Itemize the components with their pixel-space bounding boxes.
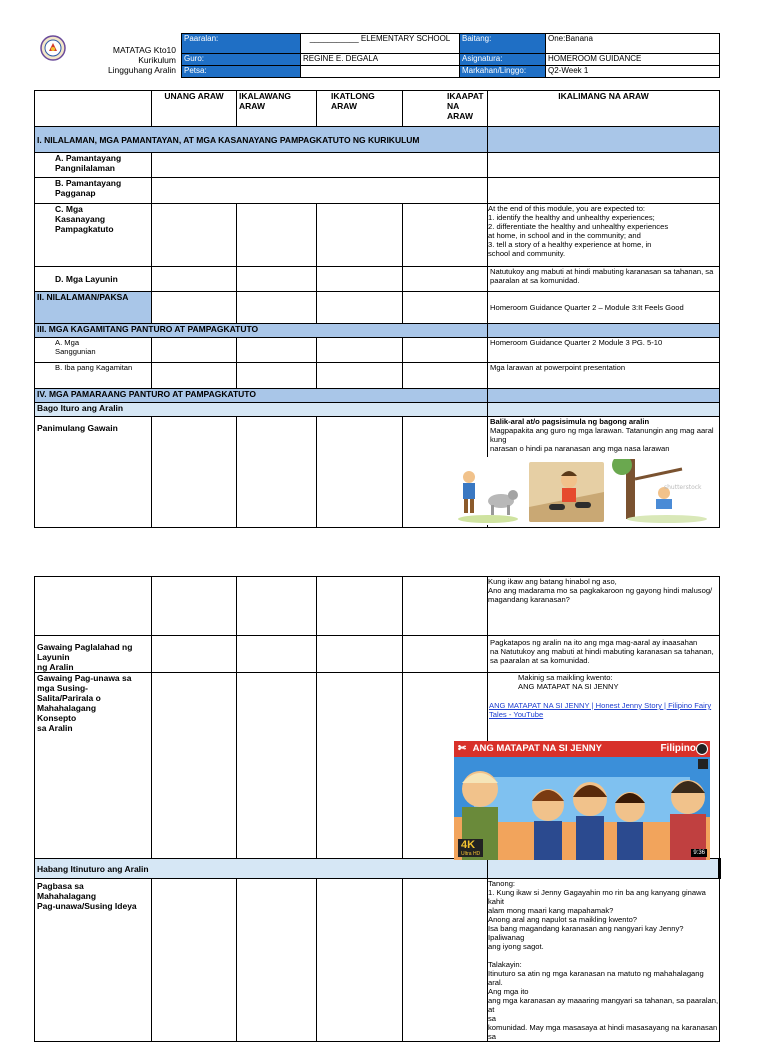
paaralan-label: Paaralan: (182, 34, 301, 54)
balik-aral-body: Magpapakita ang guro ng mga larawan. Tatanungin ang mag aaral kung narasan o hindi pa naranasan ang mga nasa larawan (490, 426, 714, 453)
col-header-3: IKATLONG ARAW (317, 91, 403, 127)
guro-label: Guro: (182, 54, 301, 66)
picture-dog-chase (455, 457, 522, 525)
title-line-3: Lingguhang Aralin (107, 65, 176, 75)
petsa-value (301, 66, 460, 78)
cartoon-kids-illustration (454, 757, 710, 860)
boy-with-shoes-icon (529, 462, 604, 522)
kung-ikaw-text: Kung ikaw ang batang hinabol ng aso, Ano ang madarama mo sa pagkakaroon ng gayong hindi malusog/ magandang karanasan? (488, 577, 720, 636)
col-header-1: UNANG ARAW (152, 91, 237, 127)
pagkatapos-text: Pagkatapos ng aralin na ito ang mga mag-aaral ay inaasahan na Natutukoy ang mabuti at hindi mabuting karanasan sa tahanan, sa paaralan at sa komunidad. (488, 636, 720, 673)
paksa-text: Homeroom Guidance Quarter 2 – Module 3:It Feels Good (488, 292, 720, 324)
row-pamantayang-pagganap: B. Pamantayang Pagganap (35, 178, 152, 204)
makinig-text: Makinig sa maikling kwento: ANG MATAPAT NA SI JENNY (518, 673, 619, 691)
row-iba-pang-kagamitan: B. Iba pang Kagamitan (35, 363, 152, 389)
youtube-link[interactable]: ANG MATAPAT NA SI JENNY | Honest Jenny Story | Filipino Fairy Tales - YouTube (489, 701, 712, 719)
balik-aral-title: Balik-aral at/o pagsisimula ng bagong aralin (490, 417, 650, 426)
markahan-label: Markahan/Linggo: (460, 66, 546, 78)
title-line-2: Kurikulum (138, 55, 176, 65)
boy-chased-by-dog-icon (455, 457, 522, 525)
layunin-text: Natutukoy ang mabuti at hindi mabuting karanasan sa tahanan, sa paaralan at sa komunidad. (488, 267, 720, 292)
habang-itinuturo-heading: Habang Itinuturo ang Aralin (35, 859, 488, 879)
deped-seal-icon (40, 35, 66, 61)
row-kasanayang-pampagkatuto: C. Mga Kasanayang Pampagkatuto (35, 204, 152, 267)
baitang-label: Baitang: (460, 34, 546, 54)
lesson-title (70, 45, 176, 75)
bago-ituro-heading: Bago Ituro ang Aralin (35, 403, 488, 417)
col-header-2: IKALAWANG ARAW (237, 91, 317, 127)
picture-boy-shoes (529, 462, 604, 522)
paaralan-value: ___________ ELEMENTARY SCHOOL (301, 34, 460, 54)
row-paglalahad: Gawaing Paglalahad ng Layunin ng Aralin (35, 636, 152, 673)
uhd-badge-big: 4K (461, 839, 476, 851)
sanggunian-text: Homeroom Guidance Quarter 2 Module 3 PG. 5-10 (488, 338, 720, 363)
col-header-5: IKALIMANG NA ARAW (488, 91, 720, 127)
row-pag-unawa: Gawaing Pag-unawa sa mga Susing- Salita/Parirala o Mahahalagang Konsepto sa Aralin (35, 673, 152, 859)
deped-logo (40, 35, 66, 61)
video-title: ANG MATAPAT NA SI JENNY (472, 743, 602, 754)
picture-fallen-child (612, 459, 711, 525)
row-mga-layunin: D. Mga Layunin (35, 267, 152, 292)
row-sanggunian: A. Mga Sanggunian (35, 338, 152, 363)
col-header-4: IKAAPAT NA ARAW (403, 91, 488, 127)
clock-icon (696, 743, 708, 755)
section-1-heading: I. NILALAMAN, MGA PAMANTAYAN, AT MGA KASANAYANG PAMPAGKATUTO NG KURIKULUM (35, 127, 488, 153)
section-4-heading: IV. MGA PAMARAANG PANTURO AT PAMPAGKATUTO (35, 389, 488, 403)
row-panimulang-gawain: Panimulang Gawain (35, 417, 152, 528)
header-info-table (181, 33, 720, 78)
uhd-badge (458, 839, 483, 857)
petsa-label: Petsa: (182, 66, 301, 78)
section-2-heading: II. NILALAMAN/PAKSA (35, 292, 152, 324)
asignatura-label: Asignatura: (460, 54, 546, 66)
video-duration: 9:36 (693, 850, 705, 856)
scissors-icon: ✄ (458, 743, 466, 754)
corner-cell (35, 91, 152, 127)
video-thumbnail[interactable] (454, 741, 710, 860)
title-line-1: MATATAG Kto10 (112, 45, 176, 55)
kasanayan-text: At the end of this module, you are expected to: 1. identify the healthy and unhealthy experiences; 2. differentiate the healthy and unhealthy experiences at home, in school and in the community; and 3. tell a story of a healthy experience at home, in school and community. (488, 204, 720, 267)
video-brand: Filipino (660, 743, 696, 754)
section-3-heading: III. MGA KAGAMITANG PANTURO AT PAMPAGKATUTO (35, 324, 488, 338)
watermark-text: shutterstock (664, 484, 702, 491)
asignatura-value: HOMEROOM GUIDANCE (546, 54, 720, 66)
child-fallen-from-tree-icon (612, 459, 711, 525)
row-pamantayang-pangnilalaman: A. Pamantayang Pangnilalaman (35, 153, 152, 178)
kagamitan-text: Mga larawan at powerpoint presentation (488, 363, 720, 389)
baitang-value: One:Banana (546, 34, 720, 54)
markahan-value: Q2-Week 1 (546, 66, 720, 78)
row-pagbasa: Pagbasa sa Mahahalagang Pag-unawa/Susing Ideya (35, 879, 152, 1042)
guro-value: REGINE E. DEGALA (301, 54, 460, 66)
uhd-badge-small: Ultra HD (461, 851, 481, 857)
tanong-talakayin-text: Tanong: 1. Kung ikaw si Jenny Gagayahin mo rin ba ang kanyang ginawa kahit alam mong maari kang mapahamak? Anong aral ang napulot sa maikling kwento? Isa bang magandang karanasan ang nangyari kay Jenny? Ipaliwanag ang iyong sagot. Talakayin: Itinuturo sa atin ng mga karanasan na matuto ng mahahalagang aral. Ang mga ito ang mga karanasan ay maaaring mangyari sa tahanan, sa paaralan, at sa komunidad. May mga masasaya at hindi masasayang na karanasan sa (488, 879, 719, 1041)
